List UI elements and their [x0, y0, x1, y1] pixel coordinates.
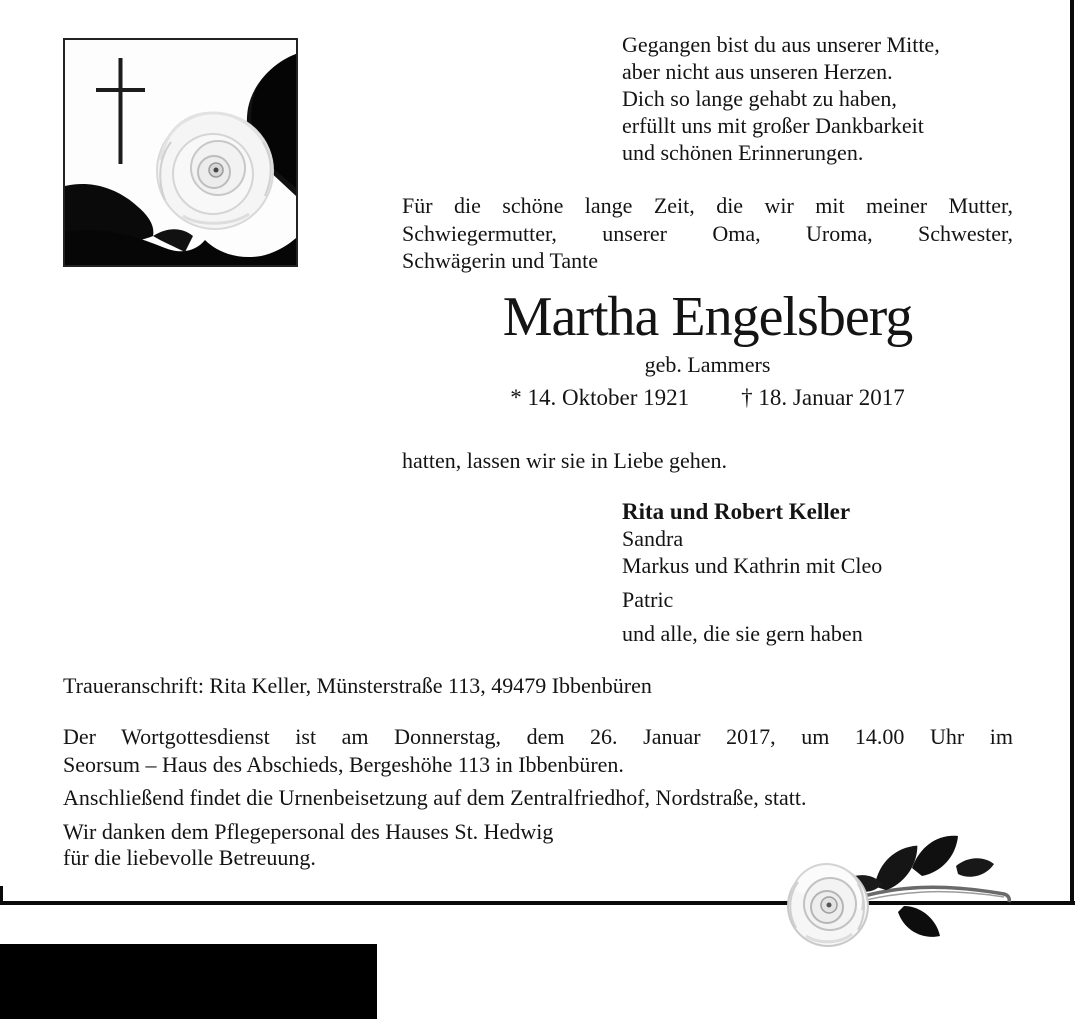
- maiden-name: geb. Lammers: [644, 352, 771, 377]
- mourner: Sandra: [622, 526, 684, 551]
- burial-info: Anschließend findet die Urnenbeisetzung auf dem Zentralfriedhof, Nordstraße, statt.: [63, 785, 807, 810]
- poem: [622, 31, 940, 166]
- intro-line: Für die schöne lange Zeit, die wir mit meiner Mutter,: [402, 193, 1013, 218]
- rose-icon: [786, 828, 1022, 960]
- birth-date: * 14. Oktober 1921: [510, 385, 690, 410]
- intro-line: Schwägerin und Tante: [402, 248, 599, 273]
- service-info: [63, 723, 1013, 779]
- poem-line: erfüllt uns mit großer Dankbarkeit: [622, 113, 924, 138]
- intro-line: Schwiegermutter, unserer Oma, Uroma, Schwester,: [402, 220, 1013, 246]
- rose-decoration: [786, 828, 1022, 960]
- mourners-list: [622, 498, 882, 647]
- service-line: Seorsum – Haus des Abschieds, Bergeshöhe 113 in Ibbenbüren.: [63, 752, 624, 777]
- service-line: Der Wortgottesdienst ist am Donnerstag, dem 26. Januar 2017, um 14.00 Uhr im: [63, 724, 1013, 749]
- thanks-line: für die liebevolle Betreuung.: [63, 845, 316, 870]
- mourner: und alle, die sie gern haben: [622, 621, 863, 646]
- mourner: Patric: [622, 587, 674, 612]
- rose-head-icon: [788, 864, 868, 946]
- redacted-block: [0, 944, 377, 1019]
- thanks-line: Wir danken dem Pflegepersonal des Hauses St. Hedwig: [63, 819, 554, 844]
- thanks-note: [63, 819, 553, 871]
- name-block: [402, 286, 1013, 411]
- right-border-rule: [1070, 0, 1074, 905]
- poem-line: Dich so lange gehabt zu haben,: [622, 86, 897, 111]
- death-date: † 18. Januar 2017: [741, 385, 905, 410]
- life-dates: [402, 384, 1013, 411]
- memorial-photo: [63, 38, 298, 267]
- deceased-name: Martha Engelsberg: [502, 286, 913, 348]
- mourner: Rita und Robert Keller: [622, 499, 851, 524]
- poem-line: Gegangen bist du aus unserer Mitte,: [622, 32, 940, 57]
- poem-line: aber nicht aus unseren Herzen.: [622, 59, 893, 84]
- mourner: Markus und Kathrin mit Cleo: [622, 553, 883, 578]
- farewell-line: hatten, lassen wir sie in Liebe gehen.: [402, 448, 728, 473]
- poem-line: und schönen Erinnerungen.: [622, 140, 864, 165]
- intro-paragraph: [402, 192, 1013, 275]
- cross-and-rose-photo-icon: [65, 40, 296, 265]
- mourning-address: Traueranschrift: Rita Keller, Münsterstraße 113, 49479 Ibbenbüren: [63, 673, 652, 698]
